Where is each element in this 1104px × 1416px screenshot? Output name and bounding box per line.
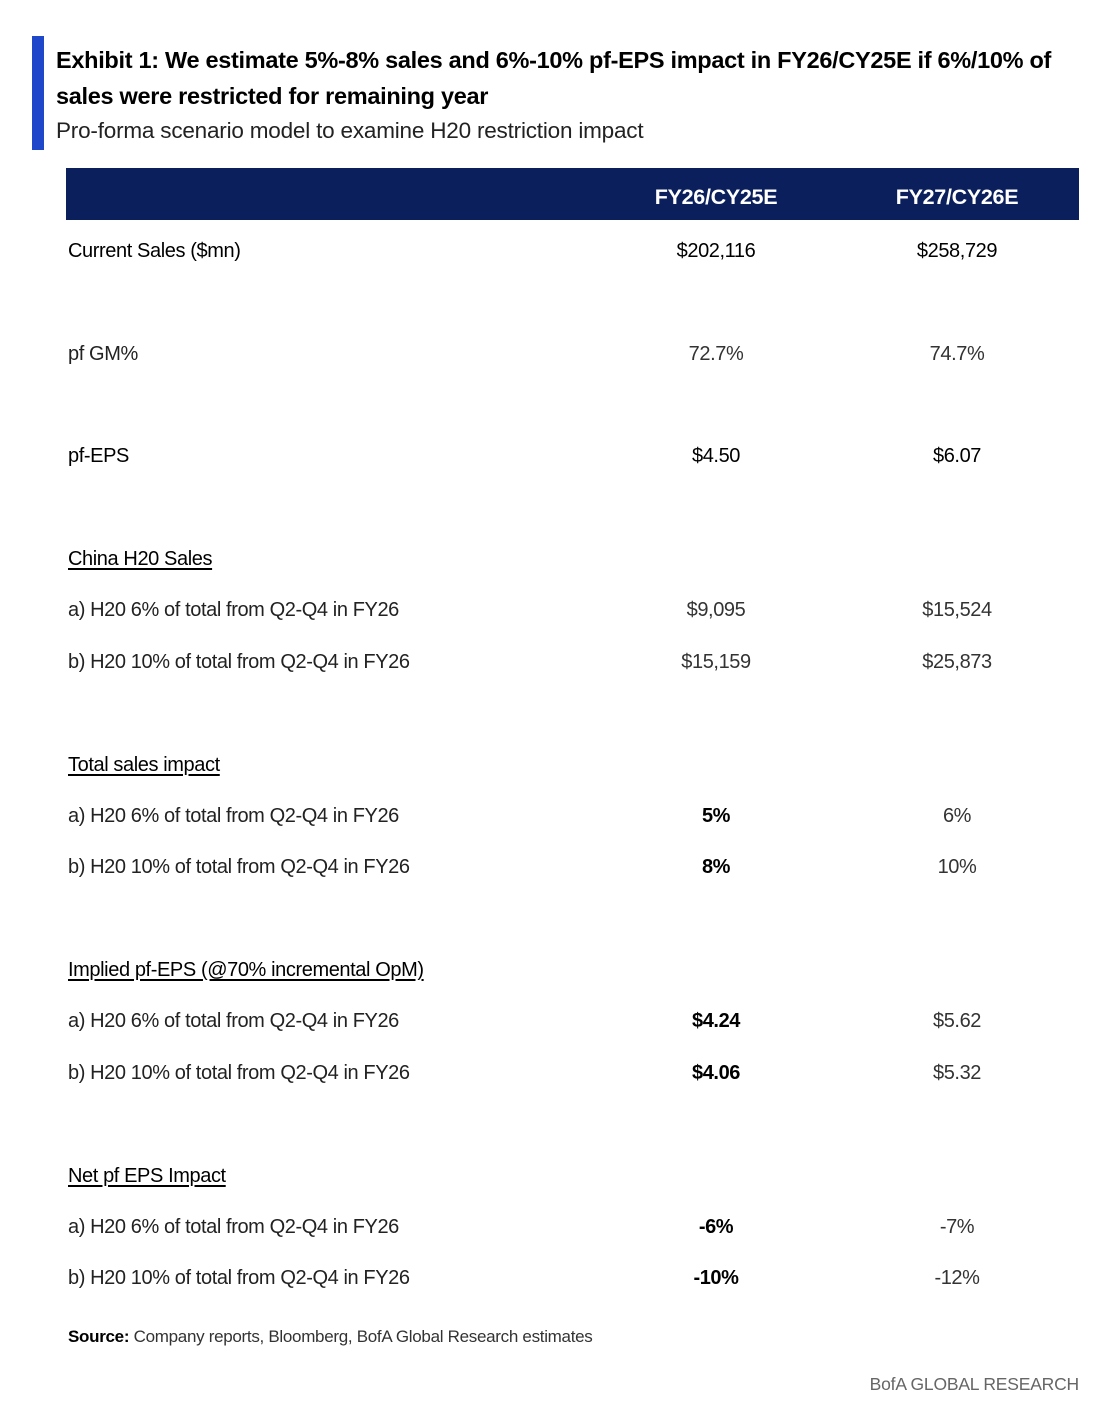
row-label: a) H20 6% of total from Q2-Q4 in FY26: [68, 805, 399, 827]
value-fy26: 8%: [701, 856, 731, 878]
section-heading: Total sales impact: [68, 754, 220, 776]
row-label: b) H20 10% of total from Q2-Q4 in FY26: [68, 651, 410, 673]
row-label: b) H20 10% of total from Q2-Q4 in FY26: [68, 1267, 410, 1289]
section-heading-china-h20-sales: [66, 542, 1079, 576]
section-heading: China H20 Sales: [68, 548, 213, 570]
value-fy27: 10%: [937, 856, 977, 878]
section-heading-implied-pf-eps: [66, 953, 1079, 987]
value-fy27: $15,524: [922, 599, 992, 621]
row-label: pf GM%: [68, 343, 138, 365]
table-row-current-sales: [66, 234, 1079, 268]
table-row-sales-impact-b: [66, 850, 1079, 884]
row-label: pf-EPS: [68, 445, 129, 467]
row-label: a) H20 6% of total from Q2-Q4 in FY26: [68, 1216, 399, 1238]
accent-bar: [32, 36, 44, 150]
source-note: [68, 1323, 592, 1351]
table-row-pf-eps: [66, 439, 1079, 473]
table-row-sales-impact-a: [66, 799, 1079, 833]
value-fy27: $258,729: [916, 240, 998, 262]
value-fy27: $5.62: [932, 1010, 982, 1032]
row-label: b) H20 10% of total from Q2-Q4 in FY26: [68, 856, 410, 878]
section-heading-total-sales-impact: [66, 748, 1079, 782]
value-fy26: $15,159: [681, 651, 751, 673]
value-fy26: 5%: [701, 805, 731, 827]
section-heading: Implied pf-EPS (@70% incremental OpM): [68, 959, 424, 981]
source-text: Company reports, Bloomberg, BofA Global Research estimates: [133, 1327, 593, 1346]
value-fy26: -10%: [693, 1267, 739, 1289]
value-fy26: $4.06: [691, 1062, 741, 1084]
value-fy27: 6%: [942, 805, 972, 827]
value-fy27: -12%: [934, 1267, 980, 1289]
row-label: Current Sales ($mn): [68, 240, 241, 262]
row-label: a) H20 6% of total from Q2-Q4 in FY26: [68, 1010, 399, 1032]
estimates-table: [66, 168, 1079, 1289]
value-fy26: $4.24: [691, 1010, 741, 1032]
value-fy26: 72.7%: [688, 343, 744, 365]
value-fy27: 74.7%: [929, 343, 985, 365]
exhibit-subtitle: Pro-forma scenario model to examine H20 restriction impact: [56, 118, 644, 143]
value-fy26: $202,116: [676, 240, 756, 262]
table-row-implied-eps-a: [66, 1004, 1079, 1038]
value-fy27: $25,873: [922, 651, 992, 673]
row-label: a) H20 6% of total from Q2-Q4 in FY26: [68, 599, 399, 621]
row-label: b) H20 10% of total from Q2-Q4 in FY26: [68, 1062, 410, 1084]
value-fy26: $9,095: [686, 599, 746, 621]
table-header: [66, 168, 1079, 220]
table-row-china-a: [66, 593, 1079, 627]
value-fy27: $5.32: [932, 1062, 982, 1084]
column-header-fy26: FY26/CY25E: [654, 185, 778, 209]
exhibit-title: Exhibit 1: We estimate 5%-8% sales and 6%-10% pf-EPS impact in FY26/CY25E if 6%/10% of sales were restricted for remaining year: [56, 47, 1052, 109]
source-label: Source:: [68, 1327, 130, 1346]
section-heading: Net pf EPS Impact: [68, 1165, 226, 1187]
table-row-net-eps-a: [66, 1210, 1079, 1244]
table-row-pf-gm: [66, 337, 1079, 371]
value-fy26: $4.50: [691, 445, 741, 467]
value-fy27: -7%: [939, 1216, 975, 1238]
table-row-china-b: [66, 645, 1079, 679]
value-fy27: $6.07: [932, 445, 982, 467]
section-heading-net-pf-eps-impact: [66, 1159, 1079, 1193]
table-row-net-eps-b: [66, 1261, 1079, 1295]
column-header-fy27: FY27/CY26E: [895, 185, 1019, 209]
value-fy26: -6%: [698, 1216, 734, 1238]
footer-brand: BofA GLOBAL RESEARCH: [869, 1374, 1079, 1394]
table-row-implied-eps-b: [66, 1056, 1079, 1090]
